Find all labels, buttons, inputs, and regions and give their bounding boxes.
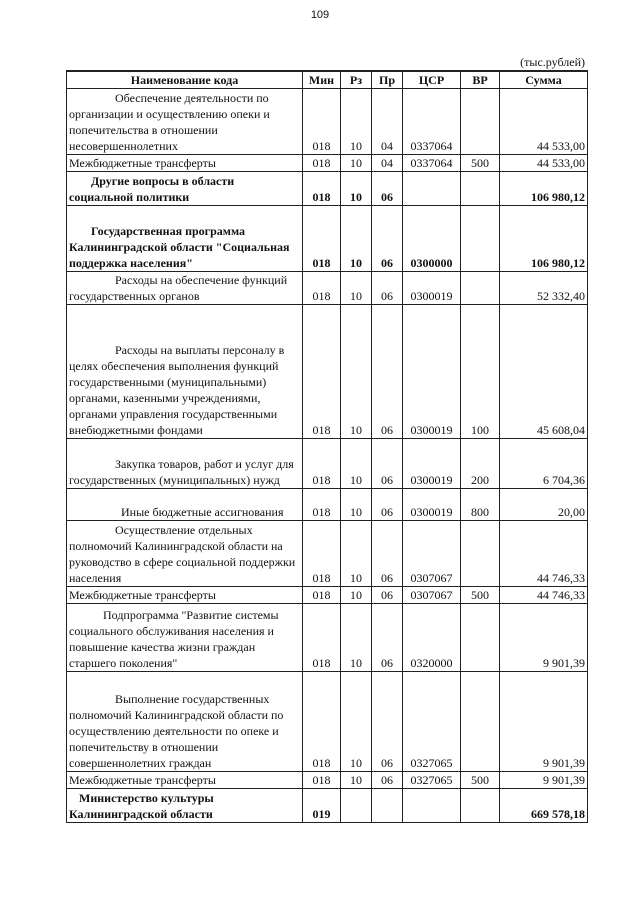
table-row	[67, 672, 588, 772]
row-vr	[461, 789, 500, 823]
row-pr: 04	[372, 155, 403, 172]
row-pr: 06	[372, 604, 403, 672]
row-vr: 200	[461, 439, 500, 489]
row-vr	[461, 672, 500, 772]
row-vr: 500	[461, 587, 500, 604]
table-row	[67, 789, 588, 823]
row-rz: 10	[341, 521, 372, 587]
row-name: Обеспечение деятельности по организации и осуществлению опеки и попечительства в отношении несовершеннолетних	[67, 89, 303, 155]
row-vr	[461, 272, 500, 305]
row-vr: 500	[461, 155, 500, 172]
row-pr: 06	[372, 489, 403, 521]
row-name: Межбюджетные трансферты	[67, 587, 303, 604]
row-min: 018	[303, 439, 341, 489]
row-name: Министерство культуры Калининградской области	[67, 789, 303, 823]
row-csr: 0307067	[403, 587, 461, 604]
header-min: Мин	[303, 71, 341, 89]
row-rz: 10	[341, 772, 372, 789]
row-sum: 669 578,18	[500, 789, 588, 823]
row-sum: 44 533,00	[500, 89, 588, 155]
row-sum: 9 901,39	[500, 604, 588, 672]
row-min: 018	[303, 89, 341, 155]
row-min: 018	[303, 772, 341, 789]
row-csr: 0300019	[403, 489, 461, 521]
row-name: Другие вопросы в области социальной политики	[67, 172, 303, 206]
row-pr	[372, 789, 403, 823]
row-csr: 0300000	[403, 206, 461, 272]
row-csr: 0320000	[403, 604, 461, 672]
row-pr: 06	[372, 272, 403, 305]
header-sum: Сумма	[500, 71, 588, 89]
table-row	[67, 439, 588, 489]
row-vr	[461, 521, 500, 587]
row-pr: 06	[372, 439, 403, 489]
row-min: 018	[303, 172, 341, 206]
page-number: 109	[310, 9, 330, 21]
row-csr: 0300019	[403, 305, 461, 439]
row-vr	[461, 89, 500, 155]
row-csr: 0300019	[403, 439, 461, 489]
row-sum: 106 980,12	[500, 206, 588, 272]
table-row	[67, 305, 588, 439]
row-min: 018	[303, 521, 341, 587]
row-min: 019	[303, 789, 341, 823]
row-rz: 10	[341, 672, 372, 772]
row-pr: 06	[372, 206, 403, 272]
table-row	[67, 587, 588, 604]
row-name: Осуществление отдельных полномочий Калининградской области на руководство в сфере социальной поддержки населения	[67, 521, 303, 587]
row-name: Межбюджетные трансферты	[67, 155, 303, 172]
row-min: 018	[303, 272, 341, 305]
table-row	[67, 206, 588, 272]
table-row	[67, 521, 588, 587]
row-pr: 06	[372, 772, 403, 789]
row-vr	[461, 604, 500, 672]
row-min: 018	[303, 206, 341, 272]
row-sum: 44 533,00	[500, 155, 588, 172]
table-row	[67, 772, 588, 789]
row-min: 018	[303, 305, 341, 439]
row-sum: 6 704,36	[500, 439, 588, 489]
row-csr: 0307067	[403, 521, 461, 587]
table-row	[67, 89, 588, 155]
row-rz: 10	[341, 587, 372, 604]
row-sum: 20,00	[500, 489, 588, 521]
table-row	[67, 272, 588, 305]
row-pr: 06	[372, 587, 403, 604]
row-rz: 10	[341, 604, 372, 672]
row-min: 018	[303, 604, 341, 672]
row-min: 018	[303, 587, 341, 604]
header-pr: Пр	[372, 71, 403, 89]
row-sum: 9 901,39	[500, 672, 588, 772]
row-sum: 106 980,12	[500, 172, 588, 206]
row-name: Расходы на обеспечение функций государственных органов	[67, 272, 303, 305]
row-name: Иные бюджетные ассигнования	[67, 489, 303, 521]
table-row	[67, 489, 588, 521]
row-pr: 06	[372, 305, 403, 439]
row-min: 018	[303, 489, 341, 521]
row-vr: 800	[461, 489, 500, 521]
row-pr: 06	[372, 172, 403, 206]
row-csr: 0300019	[403, 272, 461, 305]
row-pr: 06	[372, 521, 403, 587]
row-rz: 10	[341, 305, 372, 439]
header-vr: ВР	[461, 71, 500, 89]
budget-table	[66, 70, 588, 823]
row-sum: 52 332,40	[500, 272, 588, 305]
row-min: 018	[303, 155, 341, 172]
row-rz: 10	[341, 272, 372, 305]
row-vr	[461, 206, 500, 272]
row-sum: 44 746,33	[500, 587, 588, 604]
row-name: Закупка товаров, работ и услуг для государственных (муниципальных) нужд	[67, 439, 303, 489]
row-vr: 500	[461, 772, 500, 789]
row-vr: 100	[461, 305, 500, 439]
row-min: 018	[303, 672, 341, 772]
row-csr	[403, 172, 461, 206]
row-name: Выполнение государственных полномочий Калининградской области по осуществлению деятельности по опеке и попечительству в отношении совершеннолетних граждан	[67, 672, 303, 772]
row-csr	[403, 789, 461, 823]
row-name: Расходы на выплаты персоналу в целях обеспечения выполнения функций государственными (муниципальными) органами, казенными учреждениями, органами управления государственными внебюджетными фондами	[67, 305, 303, 439]
row-vr	[461, 172, 500, 206]
row-pr: 04	[372, 89, 403, 155]
header-csr: ЦСР	[403, 71, 461, 89]
row-name: Межбюджетные трансферты	[67, 772, 303, 789]
row-rz: 10	[341, 489, 372, 521]
row-rz: 10	[341, 439, 372, 489]
row-csr: 0337064	[403, 89, 461, 155]
row-rz: 10	[341, 206, 372, 272]
table-row	[67, 155, 588, 172]
header-name: Наименование кода	[67, 71, 303, 89]
row-rz: 10	[341, 155, 372, 172]
row-csr: 0327065	[403, 672, 461, 772]
row-csr: 0327065	[403, 772, 461, 789]
row-rz: 10	[341, 172, 372, 206]
row-rz: 10	[341, 89, 372, 155]
row-csr: 0337064	[403, 155, 461, 172]
row-pr: 06	[372, 672, 403, 772]
row-rz	[341, 789, 372, 823]
table-row	[67, 604, 588, 672]
header-rz: Рз	[341, 71, 372, 89]
row-sum: 9 901,39	[500, 772, 588, 789]
row-sum: 44 746,33	[500, 521, 588, 587]
row-name: Государственная программа Калининградской области "Социальная поддержка населения"	[67, 206, 303, 272]
row-name: Подпрограмма "Развитие системы социального обслуживания населения и повышение качества жизни граждан старшего поколения"	[67, 604, 303, 672]
table-row	[67, 172, 588, 206]
row-sum: 45 608,04	[500, 305, 588, 439]
units-label: (тыс.рублей)	[520, 55, 585, 69]
table-header-row	[67, 71, 588, 89]
